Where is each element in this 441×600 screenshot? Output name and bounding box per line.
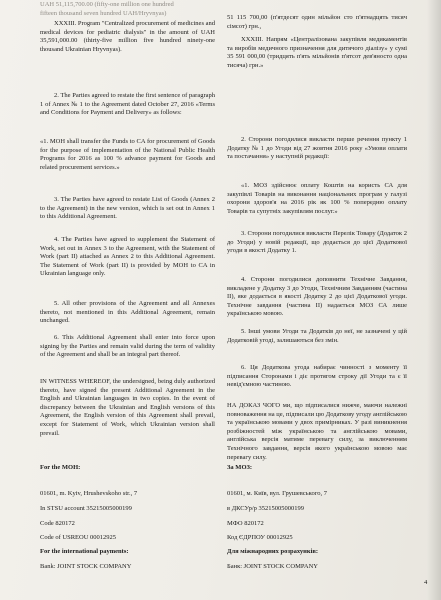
clause-2-text: 2. The Parties agreed to restate the first sentence of paragraph 1 of Annex № 1 to the Agreement dated October 27, 2016 «Terms and Conditions for Payment and Delivery» as follows: bbox=[40, 92, 215, 117]
intl-payments-heading: Для міжнародних розрахунків: bbox=[227, 548, 319, 555]
clause-2-quote: «1. MOH shall transfer the Funds to CA for procurement of Goods for the purpose of implementation of the National Public Health Programs for 2016 as 100 % advance payment for Goods and related procurement services.» bbox=[40, 138, 215, 171]
moh-address: 01601, m. Kyiv, Hrushevskoho str., 7 bbox=[40, 490, 138, 497]
program-xxxiii-text: XXXIII. Напрям «Централізована закупівля медикаментів та виробів медичного призначення для дитячого діалізу» у сумі 35 591 000,00 (тридцять п'ять мільйонів п'ятсот дев'яносто одна тисяча) грн.» bbox=[227, 36, 407, 69]
carryover-amount-line-2: fifteen thousand seven hundred UAH/Hryvnyas) bbox=[40, 9, 167, 17]
moh-stsu-account: In STSU account 35215005000199 bbox=[40, 505, 132, 512]
clause-3-text: 3. Сторони погодилися викласти Перелік Товару (Додаток 2 до Угоди) у новій редакції, що додається до цієї Додаткової угоди в якості Додатку 1. bbox=[227, 230, 407, 255]
clause-6-text: 6. Ця Додаткова угода набирає чинності з моменту її підписання Сторонами і діє протягом строку дії Угоди та є її невід'ємною частиною. bbox=[227, 364, 407, 389]
moh-usreou: Code of USREOU 00012925 bbox=[40, 534, 117, 541]
clause-2-text: 2. Сторони погодилися викласти перше речення пункту 1 Додатку № 1 до Угоди від 27 жовтня 2016 року «Умови оплати та постачання» у наступній редакції: bbox=[227, 136, 407, 161]
moh-code: МФО 820172 bbox=[227, 520, 264, 527]
bank-line: Банк: JOINT STOCK COMPANY bbox=[227, 563, 318, 570]
page-edge-shadow bbox=[427, 0, 441, 600]
clause-5-text: 5. All other provisions of the Agreement and all Annexes thereto, not mentioned in this Additional Agreement, remain unchanged. bbox=[40, 300, 215, 325]
clause-4-text: 4. Сторони погодилися доповнити Технічне Завдання, викладене у Додатку 3 до Угоди, Технічним Завданням (частина ІІ), яке додається в якості Додатку 2 до цієї Додаткової угоди. Технічне завдання (частина ІІ) надається МОЗ СА лише українською мовою. bbox=[227, 276, 407, 318]
program-xxxiii-text: XXXIII. Program "Centralized procurement of medicines and medical devices for pediatric dialysis" in the amount of UAH 35,591,000.00 (thirty-five million five hundred ninety-one thousand Ukrainian Hryvnyas). bbox=[40, 20, 215, 53]
moh-code: Code 820172 bbox=[40, 520, 75, 527]
clause-3-text: 3. The Parties have agreed to restate List of Goods (Annex 2 to the Agreement) in the new version, which is set out in Annex 1 to this Additional Agreement. bbox=[40, 196, 215, 221]
clause-4-text: 4. The Parties have agreed to supplement the Statement of Work, set out in Annex 3 to the Agreement, with the Statement of Work (part II) attached as Annex 2 to this Additional Agreement. The Statement of Work (part II) is provided by MOH to CA in Ukrainian language only. bbox=[40, 236, 215, 278]
bank-line: Bank: JOINT STOCK COMPANY bbox=[40, 563, 132, 570]
carryover-amount-line: 51 115 700,00 (п'ятдесят один мільйон сто п'ятнадцять тисяч сімсот) грн., bbox=[227, 14, 407, 30]
clause-5-text: 5. Інші умови Угоди та Додатків до неї, не зазначені у цій Додатковій угоді, залишаються без змін. bbox=[227, 328, 407, 344]
page-number: 4 bbox=[424, 579, 428, 586]
moh-usreou: Код ЄДРПОУ 00012925 bbox=[227, 534, 293, 541]
moh-address: 01601, м. Київ, вул. Грушевського, 7 bbox=[227, 490, 327, 497]
clause-6-text: 6. This Additional Agreement shall enter into force upon signing by the Parties and remain valid during the term of validity of the Agreement and shall be an integral part thereof. bbox=[40, 334, 215, 359]
moh-stsu-account: в ДКСУр/р 35215005000199 bbox=[227, 505, 305, 512]
witness-clause: НА ДОКАЗ ЧОГО ми, що підписалися нижче, маючи належні повноваження на це, підписали цю Додаткову угоду англійською та українською мовами у двох примірниках. У разі виникнення розбіжностей між українською та англійською мовами, англійська версія матиме перевагу силу, за виключенням Технічного завдання, версія якого українською мовою має перевагу силу. bbox=[227, 402, 407, 461]
clause-2-quote: «1. МОЗ здійснює оплату Коштів на користь СА для закупівлі Товарів на виконання національних програм у галузі охорони здоров'я на 2016 рік як 100 % попередню оплату Товарів та супутніх закупівлям послуг.» bbox=[227, 182, 407, 215]
signatory-heading: За МОЗ: bbox=[227, 464, 253, 471]
carryover-amount-line: UAH 51,115,700.00 (fifty-one million one hundred bbox=[40, 1, 174, 8]
intl-payments-heading: For the international payments: bbox=[40, 548, 129, 555]
signatory-heading: For the MOH: bbox=[40, 464, 81, 471]
witness-clause: IN WITNESS WHEREOF, the undersigned, being duly authorized thereto, have signed the present Additional Agreement in the English and Ukrainian languages in two copies. In the event of discrepancy between the Ukrainian and English versions of this Agreement, the English version of this Agreement shall prevail, except for Statement of Work, which Ukrainian version shall prevail. bbox=[40, 378, 215, 437]
